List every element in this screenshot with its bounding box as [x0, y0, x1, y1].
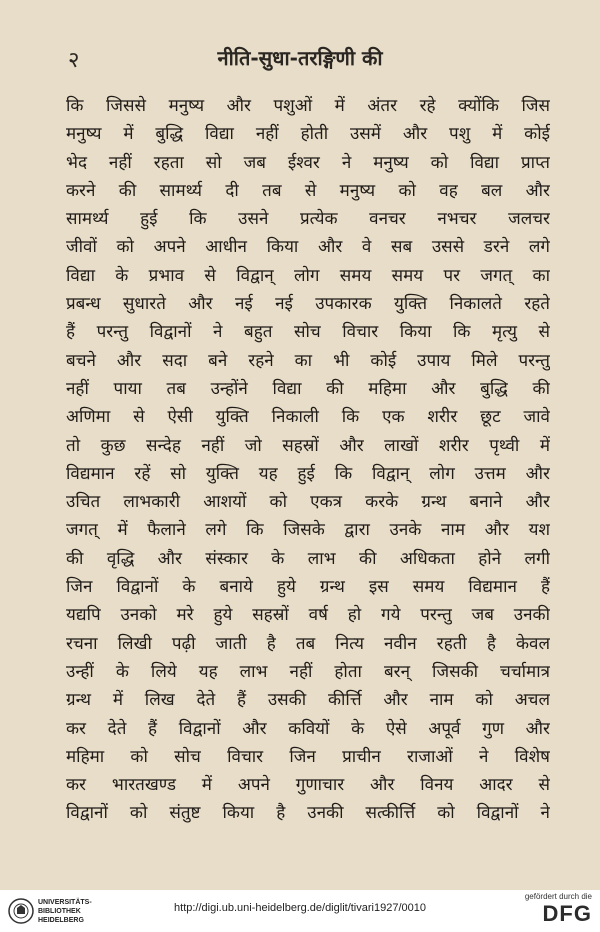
- source-url-link[interactable]: http://digi.ub.uni-heidelberg.de/diglit/tivari1927/0010: [174, 902, 426, 914]
- text-line: उचित लाभकारी आशयों को एकत्र करके ग्रन्थ बनाने और: [66, 492, 550, 513]
- page-number: २: [68, 48, 80, 73]
- text-line: नहीं पाया तब उन्होंने विद्या की महिमा और बुद्धि की: [66, 378, 550, 399]
- text-line: ग्रन्थ में लिख देते हैं उसकी कीर्त्ति और नाम को अचल: [66, 690, 550, 711]
- text-line: विद्वानों को संतुष्ट किया है उनकी सत्कीर्त्ति को विद्वानों ने: [66, 803, 550, 824]
- text-line: करने की सामर्थ्य दी तब से मनुष्य को वह बल और: [66, 180, 550, 201]
- text-line: प्रबन्ध सुधारते और नई नई उपकारक युक्ति निकालते रहते: [66, 294, 550, 315]
- text-line: हैं परन्तु विद्वानों ने बहुत सोच विचार किया कि मृत्यु से: [66, 322, 550, 343]
- text-line: विद्या के प्रभाव से विद्वान् लोग समय समय पर जगत् का: [66, 265, 550, 286]
- library-name-line: BIBLIOTHEK: [38, 908, 81, 915]
- text-line: सामर्थ्य हुई कि उसने प्रत्येक वनचर नभचर जलचर: [66, 209, 550, 230]
- text-line: उन्हीं के लिये यह लाभ नहीं होता बरन् जिसकी चर्चामात्र: [66, 661, 550, 682]
- text-line: महिमा को सोच विचार जिन प्राचीन राजाओं ने विशेष: [66, 746, 550, 767]
- running-head-title: नीति-सुधा-तरङ्गिणी की: [217, 46, 383, 70]
- text-line: भेद नहीं रहता सो जब ईश्वर ने मनुष्य को विद्या प्राप्त: [66, 152, 550, 173]
- text-line: यद्यपि उनको मरे हुये सहस्रों वर्ष हो गये परन्तु जब उनकी: [66, 605, 550, 626]
- dfg-logo-block[interactable]: [502, 892, 592, 930]
- text-line: जगत् में फैलाने लगे कि जिसके द्वारा उनके नाम और यश: [66, 520, 550, 541]
- text-line: कर देते हैं विद्वानों और कवियों के ऐसे अपूर्व गुण और: [66, 718, 550, 739]
- text-line: कि जिससे मनुष्य और पशुओं में अंतर रहे क्योंकि जिस: [66, 96, 550, 116]
- text-line: जीवों को अपने आधीन किया और वे सब उससे डरने लगे: [66, 237, 550, 258]
- footer-bar: [0, 890, 600, 932]
- dfg-logo: DFG: [542, 901, 592, 926]
- funding-caption: gefördert durch die: [524, 892, 592, 901]
- library-name-line: HEIDELBERG: [38, 917, 84, 924]
- text-line: तो कुछ सन्देह नहीं जो सहस्रों और लाखों शरीर पृथ्वी में: [66, 435, 550, 456]
- text-line: कर भारतखण्ड में अपने गुणाचार और विनय आदर से: [66, 775, 550, 796]
- text-line: अणिमा से ऐसी युक्ति निकाली कि एक शरीर छूट जावे: [66, 407, 550, 428]
- text-line: बचने और सदा बने रहने का भी कोई उपाय मिले परन्तु: [66, 350, 550, 371]
- running-head: [0, 44, 600, 74]
- body-text: [66, 92, 550, 828]
- text-line: मनुष्य में बुद्धि विद्या नहीं होती उसमें और पशु में कोई: [66, 124, 550, 145]
- library-name-line: UNIVERSITÄTS-: [38, 899, 92, 906]
- text-line: जिन विद्वानों के बनाये हुये ग्रन्थ इस समय विद्यमान हैं: [66, 577, 550, 598]
- text-line: की वृद्धि और संस्कार के लाभ की अधिकता होने लगी: [66, 548, 550, 569]
- text-line: रचना लिखी पढ़ी जाती है तब नित्य नवीन रहती है केवल: [66, 633, 550, 654]
- text-line: विद्यमान रहें सो युक्ति यह हुई कि विद्वान् लोग उत्तम और: [66, 463, 550, 484]
